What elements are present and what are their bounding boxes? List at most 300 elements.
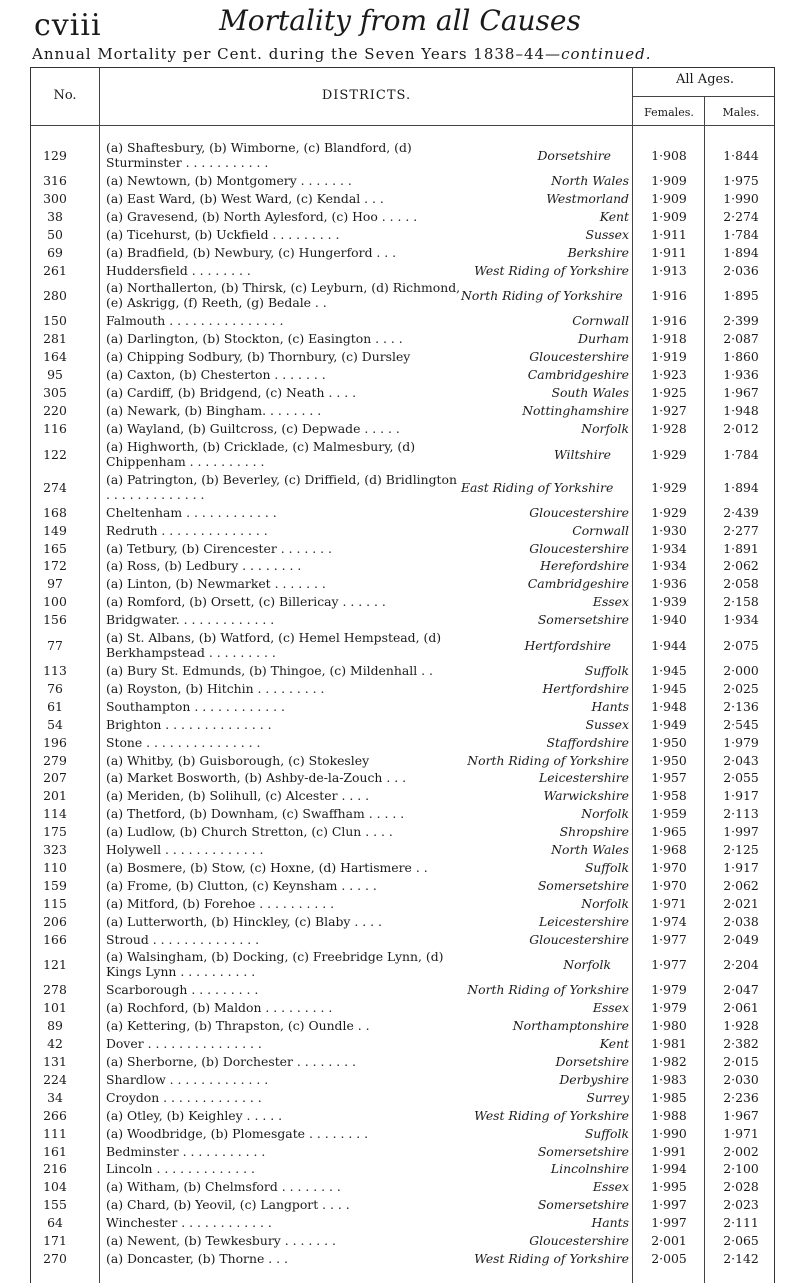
header-females: Females. — [644, 106, 694, 119]
county-name: Westmorland — [546, 190, 629, 206]
county-name: North Riding of Yorkshire — [461, 288, 623, 304]
county-name: Essex — [592, 1179, 629, 1195]
female-rate: 1·925 — [651, 385, 687, 400]
page-number: cviii — [34, 8, 102, 43]
county-name: Hants — [591, 698, 629, 714]
county-name: Warwickshire — [543, 788, 629, 804]
header-males: Males. — [722, 106, 760, 119]
female-rate: 1·985 — [651, 1089, 687, 1105]
district-names: (a) Walsingham, (b) Docking, (c) Freebridge Lynn, (d) Kings Lynn . . . . . . . . . . — [106, 949, 444, 980]
district-number: 168 — [43, 504, 67, 520]
male-rate: 2·277 — [723, 522, 759, 538]
female-rate: 1·958 — [651, 788, 687, 804]
male-rate: 2·023 — [723, 1197, 759, 1213]
male-rate: 2·002 — [723, 1143, 759, 1159]
female-rate: 1·918 — [651, 331, 687, 347]
district-number: 196 — [43, 734, 67, 750]
male-rate: 2·100 — [723, 1161, 759, 1177]
female-rate: 1·934 — [651, 558, 687, 574]
district-number: 156 — [43, 612, 67, 628]
county-name: Gloucestershire — [529, 504, 629, 520]
male-rate: 1·975 — [723, 173, 759, 188]
county-name: Cambridgeshire — [527, 367, 629, 383]
male-rate: 2·075 — [723, 638, 759, 653]
female-rate: 1·950 — [651, 752, 687, 768]
male-rate: 1·784 — [723, 226, 759, 242]
male-rate: 2·087 — [723, 331, 759, 347]
district-number: 207 — [43, 770, 67, 786]
district-number: 115 — [43, 895, 67, 911]
female-rate: 1·940 — [651, 612, 687, 628]
female-rate: 1·983 — [651, 1071, 687, 1087]
district-names: (a) Witham, (b) Chelmsford . . . . . . . . — [106, 1179, 341, 1195]
district-names: Cheltenham . . . . . . . . . . . . — [106, 504, 277, 520]
county-name: Shropshire — [559, 824, 629, 840]
female-rate: 1·909 — [651, 190, 687, 206]
county-name: Herefordshire — [540, 558, 629, 574]
male-rate: 2·030 — [723, 1071, 759, 1087]
male-rate: 2·038 — [723, 913, 759, 929]
county-name: Staffordshire — [546, 734, 629, 750]
district-names: (a) Gravesend, (b) North Aylesford, (c) Hoo . . . . . — [106, 208, 418, 224]
district-number: 224 — [43, 1071, 67, 1087]
district-names: (a) Shaftesbury, (b) Wimborne, (c) Blandford, (d) Sturminster . . . . . . . . . . . — [106, 140, 412, 170]
district-number: 171 — [43, 1233, 67, 1248]
district-names: Shardlow . . . . . . . . . . . . . — [106, 1071, 269, 1087]
female-rate: 1·934 — [651, 540, 687, 556]
male-rate: 1·894 — [723, 244, 759, 260]
district-names: (a) Northallerton, (b) Thirsk, (c) Leyburn, (d) Richmond, (e) Askrigg, (f) Reeth, (g) Bedale . . — [106, 280, 461, 311]
male-rate: 2·204 — [723, 957, 759, 973]
female-rate: 1·968 — [651, 842, 687, 857]
district-names: Winchester . . . . . . . . . . . . — [106, 1215, 272, 1231]
county-name: Cornwall — [572, 522, 629, 538]
county-name: Surrey — [586, 1089, 629, 1105]
district-number: 101 — [43, 1000, 67, 1016]
county-name: Durham — [578, 331, 629, 347]
county-name: Suffolk — [584, 663, 629, 678]
district-number: 50 — [47, 226, 63, 242]
male-rate: 2·000 — [723, 663, 759, 678]
female-rate: 1·977 — [651, 931, 687, 947]
female-rate: 1·991 — [651, 1143, 687, 1159]
district-number: 97 — [47, 576, 63, 592]
district-names: Lincoln . . . . . . . . . . . . . — [106, 1161, 255, 1177]
mortality-table — [30, 67, 775, 1283]
district-number: 305 — [43, 385, 67, 400]
female-rate: 1·997 — [651, 1215, 687, 1231]
district-names: (a) Newtown, (b) Montgomery . . . . . . . — [106, 173, 352, 188]
district-number: 131 — [43, 1054, 67, 1069]
district-names: Scarborough . . . . . . . . . — [106, 982, 259, 998]
county-name: Somersetshire — [537, 1197, 629, 1213]
district-number: 155 — [43, 1197, 67, 1213]
district-number: 64 — [47, 1215, 63, 1231]
county-name: North Riding of Yorkshire — [467, 982, 629, 998]
county-name: Essex — [592, 1000, 629, 1016]
female-rate: 1·971 — [651, 895, 687, 911]
male-rate: 1·997 — [723, 824, 759, 840]
district-number: 216 — [43, 1161, 67, 1177]
female-rate: 1·928 — [651, 420, 687, 436]
district-names: (a) Newark, (b) Bingham. . . . . . . . — [106, 402, 322, 418]
female-rate: 1·916 — [651, 288, 687, 304]
district-names: (a) Caxton, (b) Chesterton . . . . . . . — [106, 367, 326, 383]
female-rate: 1·997 — [651, 1197, 687, 1213]
female-rate: 1·939 — [651, 594, 687, 610]
county-name: Somersetshire — [537, 877, 629, 893]
district-names: (a) Chard, (b) Yeovil, (c) Langport . . . . — [106, 1197, 350, 1213]
district-number: 175 — [43, 824, 67, 840]
county-name: Essex — [592, 594, 629, 610]
county-name: Hertfordshire — [542, 680, 629, 696]
male-rate: 1·990 — [723, 190, 759, 206]
district-names: (a) Romford, (b) Orsett, (c) Billericay . . . . . . — [106, 594, 386, 610]
district-names: (a) Sherborne, (b) Dorchester . . . . . . . . — [106, 1054, 356, 1069]
female-rate: 1·929 — [651, 504, 687, 520]
district-number: 100 — [43, 594, 67, 610]
female-rate: 1·908 — [651, 148, 687, 163]
county-name: Sussex — [585, 226, 629, 242]
district-names: Brighton . . . . . . . . . . . . . . — [106, 716, 272, 732]
female-rate: 1·959 — [651, 806, 687, 822]
female-rate: 1·929 — [651, 479, 687, 495]
male-rate: 2·043 — [723, 752, 759, 768]
county-name: Somersetshire — [537, 612, 629, 628]
female-rate: 1·944 — [651, 638, 687, 653]
district-number: 316 — [43, 173, 67, 188]
county-name: North Wales — [551, 173, 629, 188]
district-names: (a) Thetford, (b) Downham, (c) Swaffham . . . . . — [106, 806, 405, 822]
district-number: 300 — [43, 190, 67, 206]
district-number: 270 — [43, 1250, 67, 1266]
county-name: Hants — [591, 1215, 629, 1231]
district-names: (a) St. Albans, (b) Watford, (c) Hemel Hempstead, (d) Berkhampstead . . . . . . . . . — [106, 630, 442, 660]
male-rate: 1·928 — [723, 1018, 759, 1034]
male-rate: 2·125 — [723, 842, 759, 857]
male-rate: 2·062 — [723, 558, 759, 574]
district-names: Huddersfield . . . . . . . . — [106, 262, 251, 278]
male-rate: 2·545 — [723, 716, 759, 732]
district-names: (a) Royston, (b) Hitchin . . . . . . . . . — [106, 680, 325, 696]
female-rate: 1·995 — [651, 1179, 687, 1195]
county-name: Wiltshire — [554, 446, 611, 462]
male-rate: 1·917 — [723, 859, 759, 875]
district-number: 76 — [47, 680, 63, 696]
female-rate: 1·929 — [651, 446, 687, 462]
male-rate: 2·399 — [723, 313, 759, 329]
district-number: 42 — [47, 1036, 63, 1052]
female-rate: 1·945 — [651, 680, 687, 696]
district-number: 114 — [43, 806, 67, 822]
county-name: Norfolk — [581, 806, 629, 822]
county-name: Cambridgeshire — [527, 576, 629, 592]
district-number: 113 — [43, 663, 67, 678]
female-rate: 1·948 — [651, 698, 687, 714]
female-rate: 2·001 — [651, 1233, 687, 1248]
female-rate: 1·980 — [651, 1018, 687, 1034]
county-name: North Riding of Yorkshire — [467, 752, 629, 768]
district-number: 164 — [43, 349, 67, 365]
district-names: (a) Bosmere, (b) Stow, (c) Hoxne, (d) Hartismere . . — [106, 859, 428, 875]
district-names: (a) Darlington, (b) Stockton, (c) Easington . . . . — [106, 331, 403, 347]
female-rate: 1·981 — [651, 1036, 687, 1052]
female-rate: 1·994 — [651, 1161, 687, 1177]
male-rate: 2·274 — [723, 208, 759, 224]
county-name: Gloucestershire — [529, 349, 629, 365]
female-rate: 1·949 — [651, 716, 687, 732]
district-number: 166 — [43, 931, 67, 947]
male-rate: 1·844 — [723, 148, 759, 163]
county-name: West Riding of Yorkshire — [474, 262, 629, 278]
male-rate: 1·967 — [723, 385, 759, 400]
county-name: West Riding of Yorkshire — [474, 1107, 629, 1123]
col-divider-sex — [704, 96, 705, 1283]
district-number: 129 — [43, 148, 67, 163]
county-name: Norfolk — [563, 957, 611, 973]
male-rate: 1·967 — [723, 1107, 759, 1123]
district-number: 77 — [47, 638, 63, 653]
district-names: (a) Meriden, (b) Solihull, (c) Alcester . . . . — [106, 788, 370, 804]
district-number: 61 — [47, 698, 63, 714]
district-names: (a) Rochford, (b) Maldon . . . . . . . . . — [106, 1000, 333, 1016]
male-rate: 1·895 — [723, 288, 759, 304]
county-name: West Riding of Yorkshire — [474, 1250, 629, 1266]
male-rate: 2·111 — [723, 1215, 759, 1231]
male-rate: 1·860 — [723, 349, 759, 365]
county-name: Leicestershire — [539, 913, 629, 929]
county-name: Derbyshire — [559, 1071, 629, 1087]
district-number: 323 — [43, 842, 67, 857]
male-rate: 2·382 — [723, 1036, 759, 1052]
male-rate: 2·158 — [723, 594, 759, 610]
subtitle-continued: continued. — [561, 45, 652, 63]
female-rate: 1·913 — [651, 262, 687, 278]
col-divider-no — [99, 68, 100, 1283]
male-rate: 2·136 — [723, 698, 759, 714]
male-rate: 1·971 — [723, 1125, 759, 1141]
county-name: Northamptonshire — [512, 1018, 629, 1034]
female-rate: 2·005 — [651, 1250, 687, 1266]
district-names: Dover . . . . . . . . . . . . . . . — [106, 1036, 262, 1052]
district-names: Falmouth . . . . . . . . . . . . . . . — [106, 313, 284, 329]
district-number: 54 — [47, 716, 63, 732]
female-rate: 1·988 — [651, 1107, 687, 1123]
county-name: East Riding of Yorkshire — [461, 479, 614, 495]
female-rate: 1·919 — [651, 349, 687, 365]
district-names: (a) Highworth, (b) Cricklade, (c) Malmesbury, (d) Chippenham . . . . . . . . . . — [106, 438, 416, 469]
county-name: Norfolk — [581, 895, 629, 911]
district-names: (a) Patrington, (b) Beverley, (c) Driffield, (d) Bridlington . . . . . . . . . . . . . — [106, 471, 457, 502]
female-rate: 1·979 — [651, 982, 687, 998]
district-number: 122 — [43, 446, 67, 462]
male-rate: 2·015 — [723, 1054, 759, 1069]
district-names: (a) Frome, (b) Clutton, (c) Keynsham . . . . . — [106, 877, 377, 893]
male-rate: 2·036 — [723, 262, 759, 278]
female-rate: 1·909 — [651, 173, 687, 188]
district-number: 34 — [47, 1089, 63, 1105]
female-rate: 1·923 — [651, 367, 687, 383]
county-name: Lincolnshire — [550, 1161, 629, 1177]
county-name: Gloucestershire — [529, 1233, 629, 1248]
district-number: 95 — [47, 367, 63, 383]
district-names: (a) Woodbridge, (b) Plomesgate . . . . . . . . — [106, 1125, 369, 1141]
county-name: Dorsetshire — [555, 1054, 629, 1069]
male-rate: 2·025 — [723, 680, 759, 696]
district-number: 220 — [43, 402, 67, 418]
female-rate: 1·965 — [651, 824, 687, 840]
male-rate: 2·113 — [723, 806, 759, 822]
female-rate: 1·974 — [651, 913, 687, 929]
header-subrule — [632, 96, 774, 97]
district-number: 38 — [47, 208, 63, 224]
district-number: 116 — [43, 420, 67, 436]
district-number: 280 — [43, 288, 67, 304]
district-names: (a) Doncaster, (b) Thorne . . . — [106, 1250, 288, 1266]
district-number: 121 — [43, 957, 67, 973]
female-rate: 1·916 — [651, 313, 687, 329]
district-names: Croydon . . . . . . . . . . . . . — [106, 1089, 262, 1105]
district-number: 206 — [43, 913, 67, 929]
male-rate: 1·948 — [723, 402, 759, 418]
district-names: (a) Mitford, (b) Forehoe . . . . . . . . . . — [106, 895, 335, 911]
male-rate: 2·021 — [723, 895, 759, 911]
county-name: Leicestershire — [539, 770, 629, 786]
male-rate: 1·891 — [723, 540, 759, 556]
male-rate: 2·236 — [723, 1089, 759, 1105]
male-rate: 2·047 — [723, 982, 759, 998]
subtitle-text: Annual Mortality per Cent. during the Seven Years 1838–44— — [32, 45, 562, 63]
male-rate: 1·979 — [723, 734, 759, 750]
district-number: 69 — [47, 244, 63, 260]
district-names: Bedminster . . . . . . . . . . . — [106, 1143, 266, 1159]
header-districts: DISTRICTS. — [321, 88, 412, 103]
district-number: 104 — [43, 1179, 67, 1195]
county-name: Nottinghamshire — [522, 402, 629, 418]
district-number: 149 — [43, 522, 67, 538]
table-subtitle — [32, 45, 652, 63]
county-name: Berkshire — [567, 244, 629, 260]
county-name: Suffolk — [584, 1125, 629, 1141]
district-names: (a) Market Bosworth, (b) Ashby-de-la-Zouch . . . — [106, 770, 407, 786]
county-name: Cornwall — [572, 313, 629, 329]
male-rate: 2·049 — [723, 931, 759, 947]
female-rate: 1·945 — [651, 663, 687, 678]
male-rate: 2·012 — [723, 420, 759, 436]
male-rate: 2·065 — [723, 1233, 759, 1248]
district-number: 89 — [47, 1018, 63, 1034]
district-names: (a) Whitby, (b) Guisborough, (c) Stokesley — [106, 752, 370, 768]
male-rate: 1·894 — [723, 479, 759, 495]
female-rate: 1·977 — [651, 957, 687, 973]
county-name: Gloucestershire — [529, 931, 629, 947]
female-rate: 1·982 — [651, 1054, 687, 1069]
district-number: 261 — [43, 262, 67, 278]
male-rate: 1·934 — [723, 612, 759, 628]
district-number: 150 — [43, 313, 67, 329]
male-rate: 1·917 — [723, 788, 759, 804]
district-names: (a) Cardiff, (b) Bridgend, (c) Neath . . . . — [106, 385, 357, 400]
district-number: 281 — [43, 331, 67, 347]
county-name: Norfolk — [581, 420, 629, 436]
district-names: Stone . . . . . . . . . . . . . . . — [106, 734, 261, 750]
male-rate: 2·058 — [723, 576, 759, 592]
female-rate: 1·990 — [651, 1125, 687, 1141]
county-name: Kent — [599, 208, 629, 224]
district-names: Bridgwater. . . . . . . . . . . . . — [106, 612, 275, 628]
county-name: South Wales — [551, 385, 629, 400]
female-rate: 1·930 — [651, 522, 687, 538]
female-rate: 1·970 — [651, 859, 687, 875]
female-rate: 1·911 — [651, 244, 687, 260]
district-number: 266 — [43, 1107, 67, 1123]
county-name: Sussex — [585, 716, 629, 732]
district-names: Stroud . . . . . . . . . . . . . . — [106, 931, 260, 947]
district-number: 279 — [43, 752, 67, 768]
county-name: Dorsetshire — [537, 148, 611, 163]
district-names: (a) Ticehurst, (b) Uckfield . . . . . . . . . — [106, 226, 340, 242]
page-title: Mortality from all Causes — [219, 4, 581, 37]
header-rule — [31, 125, 774, 126]
district-names: (a) Ross, (b) Ledbury . . . . . . . . — [106, 558, 302, 574]
female-rate: 1·909 — [651, 208, 687, 224]
district-names: (a) East Ward, (b) West Ward, (c) Kendal . . . — [106, 190, 384, 206]
male-rate: 1·784 — [723, 446, 759, 462]
district-names: (a) Tetbury, (b) Cirencester . . . . . . . — [106, 540, 332, 556]
district-names: (a) Linton, (b) Newmarket . . . . . . . — [106, 576, 326, 592]
female-rate: 1·957 — [651, 770, 687, 786]
district-number: 278 — [43, 982, 67, 998]
county-name: Kent — [599, 1036, 629, 1052]
county-name: North Wales — [551, 842, 629, 857]
district-names: Holywell . . . . . . . . . . . . . — [106, 842, 264, 857]
header-all-ages: All Ages. — [675, 72, 735, 87]
district-names: (a) Kettering, (b) Thrapston, (c) Oundle . . — [106, 1018, 370, 1034]
district-names: (a) Bradfield, (b) Newbury, (c) Hungerford . . . — [106, 244, 397, 260]
district-names: (a) Chipping Sodbury, (b) Thornbury, (c) Dursley — [106, 349, 411, 365]
district-names: Redruth . . . . . . . . . . . . . . — [106, 522, 268, 538]
male-rate: 2·061 — [723, 1000, 759, 1016]
col-divider-districts — [632, 68, 633, 1283]
county-name: Gloucestershire — [529, 540, 629, 556]
female-rate: 1·970 — [651, 877, 687, 893]
female-rate: 1·927 — [651, 402, 687, 418]
female-rate: 1·979 — [651, 1000, 687, 1016]
district-names: (a) Bury St. Edmunds, (b) Thingoe, (c) Mildenhall . . — [106, 663, 433, 678]
male-rate: 2·055 — [723, 770, 759, 786]
male-rate: 2·142 — [723, 1250, 759, 1266]
female-rate: 1·950 — [651, 734, 687, 750]
county-name: Hertfordshire — [524, 638, 611, 653]
male-rate: 2·028 — [723, 1179, 759, 1195]
female-rate: 1·936 — [651, 576, 687, 592]
district-number: 274 — [43, 479, 67, 495]
county-name: Suffolk — [584, 859, 629, 875]
header-no: No. — [53, 88, 77, 103]
female-rate: 1·911 — [651, 226, 687, 242]
district-number: 110 — [43, 859, 67, 875]
county-name: Somersetshire — [537, 1143, 629, 1159]
district-number: 111 — [43, 1125, 67, 1141]
male-rate: 2·062 — [723, 877, 759, 893]
district-names: (a) Newent, (b) Tewkesbury . . . . . . . — [106, 1233, 336, 1248]
district-names: (a) Otley, (b) Keighley . . . . . — [106, 1107, 283, 1123]
district-number: 172 — [43, 558, 67, 574]
male-rate: 2·439 — [723, 504, 759, 520]
district-names: (a) Wayland, (b) Guiltcross, (c) Depwade . . . . . — [106, 420, 400, 436]
district-number: 159 — [43, 877, 67, 893]
district-number: 201 — [43, 788, 67, 804]
